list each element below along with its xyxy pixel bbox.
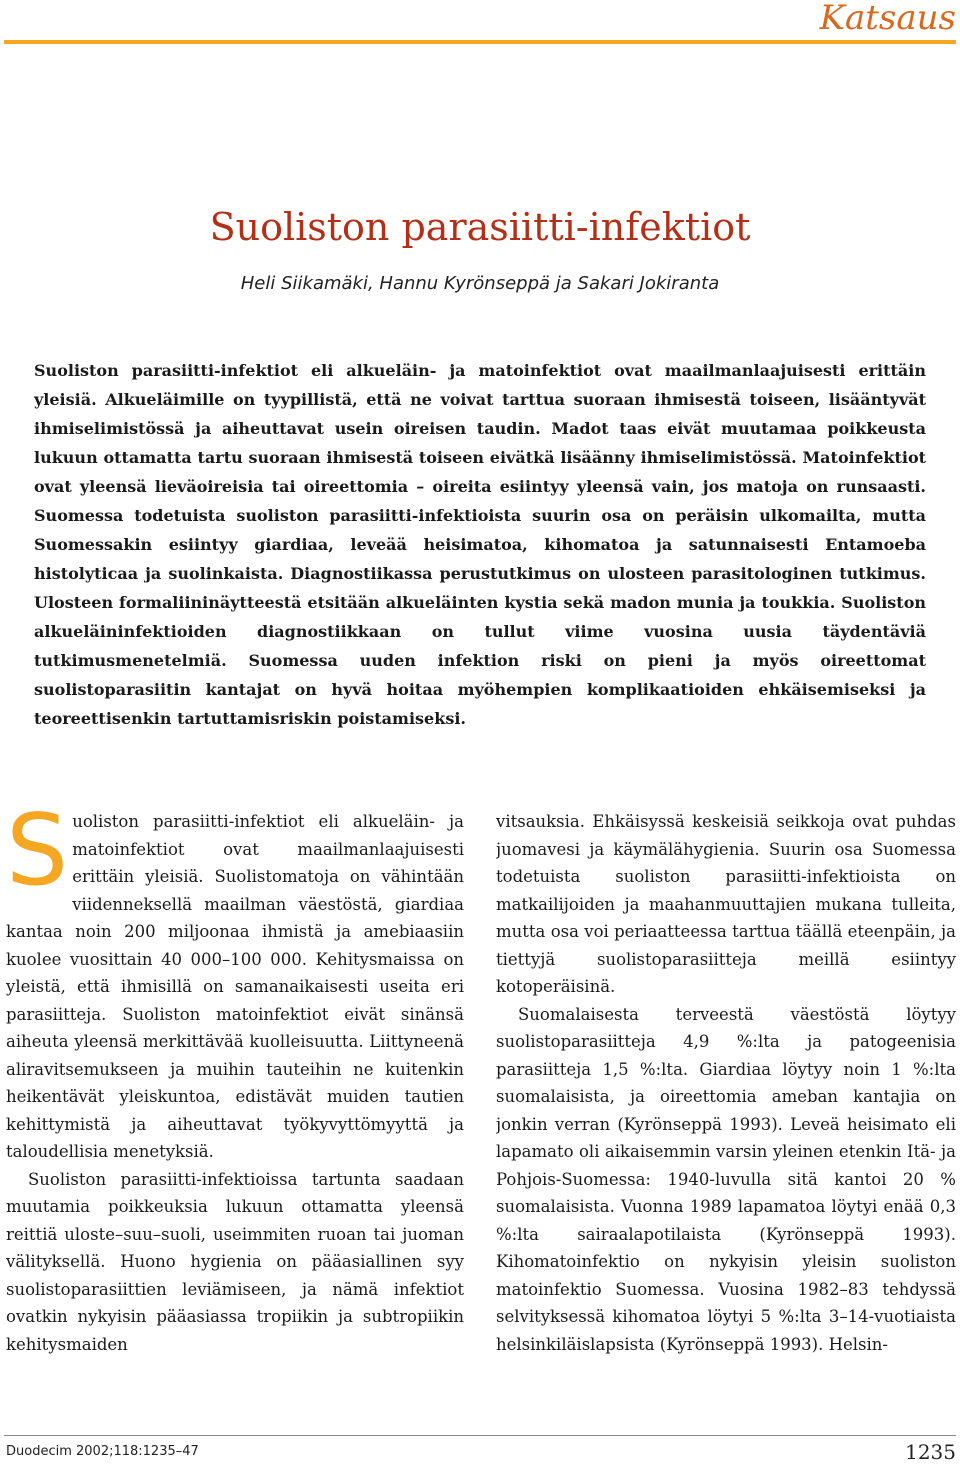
article-title: Suoliston parasiitti-infektiot bbox=[209, 205, 751, 249]
drop-cap: S bbox=[6, 808, 69, 908]
footer-rule bbox=[4, 1435, 956, 1436]
body-paragraph: Suomalaisesta terveestä väestöstä löytyy suolistoparasiitteja 4,9 %:lta ja patogeenisia parasiitteja 1,5 %:lta. Giardiaa löytyy noin 1 %:lta suomalaisista, ja oireettomia ameban kantajia on jonkin verran (Kyrönseppä 1993). Leveä heisimato eli lapamato oli aikaisemmin varsin yleinen etenkin Itä- ja Pohjois-Suomessa: 1940-luvulla sitä kantoi 20 % suomalaisista. Vuonna 1989 lapamatoa löytyi enää 0,3 %:lta sairaalapotilaista (Kyrönseppä 1993). Kihomatoinfektio on nykyisin yleisin suoliston matoinfektio Suomessa. Vuosina 1982–83 tehdyssä selvityksessä kihomatoa löytyi 5 %:lta 3–14-vuotiaista helsinkiläislapsista (Kyrönseppä 1993). Helsin- bbox=[496, 1004, 956, 1354]
page-number: 1235 bbox=[905, 1440, 956, 1464]
article-authors: Heli Siikamäki, Hannu Kyrönseppä ja Sakari Jokiranta bbox=[240, 273, 720, 294]
journal-citation: Duodecim 2002;118:1235–47 bbox=[6, 1444, 199, 1459]
body-column-right bbox=[496, 808, 956, 1388]
body-paragraph bbox=[6, 808, 464, 1166]
section-label: Katsaus bbox=[819, 0, 956, 38]
body-column-left bbox=[6, 808, 464, 1388]
body-paragraph-text: uoliston parasiitti-infektiot eli alkueläin- ja matoinfektiot ovat maailmanlaajuisesti erittäin yleisiä. Suolistomatoja on vähintään viidenneksellä maailman väestöstä, giardiaa kantaa noin 200 miljoonaa ihmistä ja amebiaasiin kuolee vuosittain 40 000–100 000. Kehitysmaissa on yleistä, että ihmisillä on samanaikaisesti useita eri parasiitteja. Suoliston matoinfektiot eivät sinänsä aiheuta yleensä merkittävää kuolleisuutta. Liittyneenä aliravitsemukseen ja muihin tauteihin ne kuitenkin heikentävät yleiskuntoa, edistävät muiden tautien kehittymistä ja aiheuttavat työkyvyttömyyttä ja taloudellisia menetyksiä. bbox=[6, 812, 464, 1161]
body-paragraph: vitsauksia. Ehkäisyssä keskeisiä seikkoja ovat puhdas juomavesi ja käymälähygienia. Suurin osa Suomessa todetuista suoliston parasiitti-infektioista on matkailijoiden ja maahanmuuttajien mukana tulleita, mutta osa voi periaatteessa tarttua täällä eteenpäin, ja tiettyjä suolistoparasiitteja meillä esiintyy kotoperäisinä. bbox=[496, 812, 956, 996]
abstract: Suoliston parasiitti-infektiot eli alkueläin- ja matoinfektiot ovat maailmanlaajuisesti erittäin yleisiä. Alkueläimille on tyypillistä, että ne voivat tarttua suoraan ihmisestä toiseen, lisääntyvät ihmiselimistössä ja aiheuttavat usein oireisen taudin. Madot taas eivät muutamaa poikkeusta lukuun ottamatta tartu suoraan ihmisestä toiseen eivätkä lisäänny ihmiselimistössä. Matoinfektiot ovat yleensä lieväoireisia tai oireettomia – oireita esiintyy yleensä vain, jos matoja on runsaasti. Suomessa todetuista suoliston parasiitti-infektioista suurin osa on peräisin ulkomailta, mutta Suomessakin esiintyy giardiaa, leveää heisimatoa, kihomatoa ja satunnaisesti Entamoeba histolyticaa ja suolinkaista. Diagnostiikassa perustutkimus on ulosteen parasitologinen tutkimus. Ulosteen formaliininäytteestä etsitään alkueläinten kystia sekä madon munia ja toukkia. Suoliston alkueläininfektioiden diagnostiikkaan on tullut viime vuosina uusia täydentäviä tutkimusmenetelmiä. Suomessa uuden infektion riski on pieni ja myös oireettomat suolistoparasiitin kantajat on hyvä hoitaa myöhempien komplikaatioiden ehkäisemiseksi ja teoreettisenkin tartuttamisriskin poistamiseksi. bbox=[34, 361, 926, 728]
body-paragraph: Suoliston parasiitti-infektioissa tartunta saadaan muutamia poikkeuksia lukuun ottamatta yleensä reittiä uloste–suu–suoli, useimmiten ruoan tai juoman välityksellä. Huono hygienia on pääasiallinen syy suolistoparasiittien leviämiseen, ja nämä infektiot ovatkin nykyisin pääasiassa tropiikin ja subtropiikin kehitysmaiden bbox=[6, 1169, 464, 1354]
header-rule bbox=[4, 40, 956, 44]
